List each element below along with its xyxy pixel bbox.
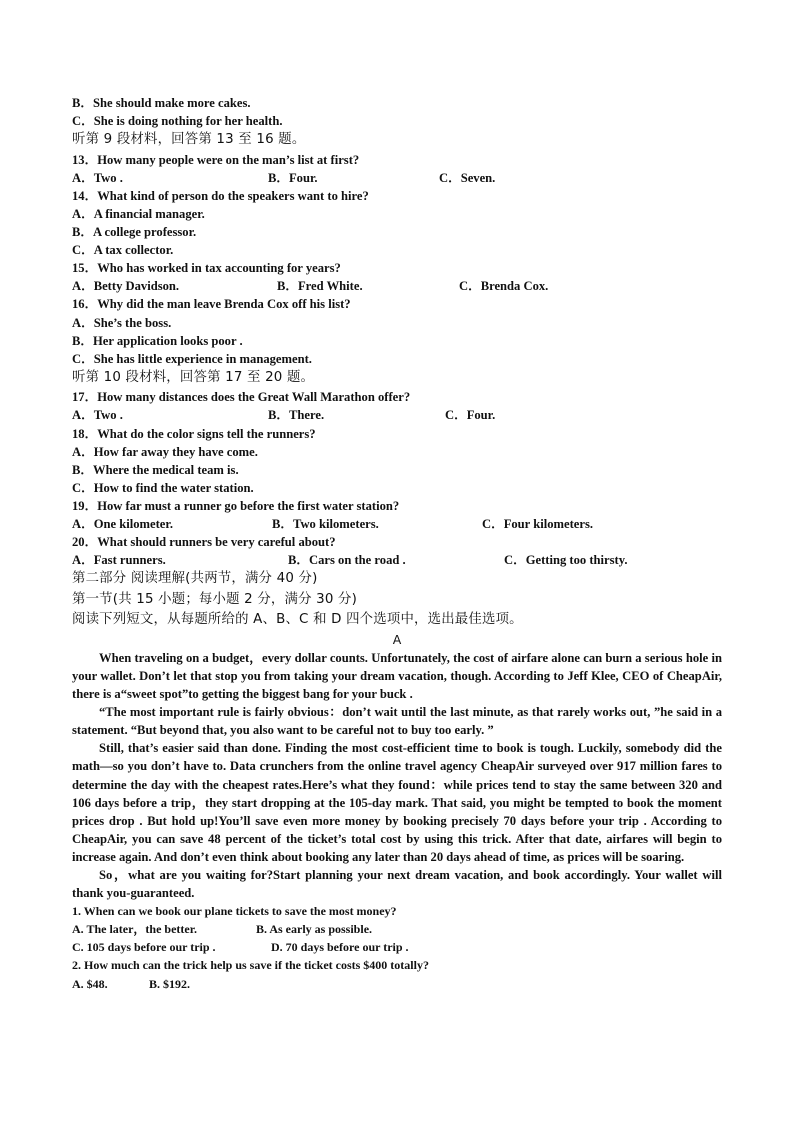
reading-instruction: 阅读下列短文，从每题所给的 A、B、C 和 D 四个选项中，选出最佳选项。	[72, 612, 523, 628]
option-d: D. 70 days before our trip .	[271, 940, 409, 955]
option-c: C．Four.	[445, 408, 496, 423]
option-line: C．She is doing nothing for her health.	[72, 114, 283, 129]
passage-paragraph-1: When traveling on a budget，every dollar counts. Unfortunately, the cost of airfare alone can burn a serious hole in your wallet. Don’t let that stop you from taking your dream vacation, though. According to Jeff Klee, CEO of CheapAir, there is a“sweet spot”to getting the biggest bang for your buck .	[72, 650, 722, 702]
reading-question-2: 2. How much can the trick help us save if the ticket costs $400 totally?	[72, 958, 429, 973]
question-13: 13．How many people were on the man’s list at first?	[72, 152, 360, 167]
exam-page	[72, 94, 722, 993]
question-15-options	[72, 277, 722, 295]
option-c: C．Getting too thirsty.	[504, 553, 628, 568]
question-19: 19．How far must a runner go before the first water station?	[72, 498, 400, 513]
section-instruction: 听第 9 段材料，回答第 13 至 16 题。	[72, 132, 306, 148]
passage-title: A	[392, 631, 402, 647]
part-heading: 第二部分 阅读理解(共两节，满分 40 分)	[72, 571, 318, 587]
option-a: A．Two .	[72, 170, 123, 185]
question-13-options	[72, 169, 722, 187]
question-17-options	[72, 406, 722, 424]
question-20-options	[72, 551, 722, 569]
option-a: A．One kilometer.	[72, 516, 173, 531]
option-c: C. 105 days before our trip .	[72, 940, 216, 955]
question-15: 15．Who has worked in tax accounting for years?	[72, 261, 341, 276]
option-b: B．Her application looks poor .	[72, 333, 243, 348]
question-20: 20．What should runners be very careful about?	[72, 535, 336, 550]
option-c: C．She has little experience in management.	[72, 351, 312, 366]
passage-paragraph-4: So，what are you waiting for?Start planning your next dream vacation, and book accordingly. Your wallet will thank you-guaranteed.	[72, 867, 722, 901]
option-c: C．A tax collector.	[72, 243, 174, 258]
reading-question-1-options-ab	[72, 920, 722, 938]
question-14: 14．What kind of person do the speakers want to hire?	[72, 188, 369, 203]
option-a: A．Fast runners.	[72, 553, 166, 568]
passage-paragraph-3: Still, that’s easier said than done. Finding the most cost-efficient time to book is tough. Luckily, somebody did the math—so you don’t have to. Data crunchers from the online travel agency CheapAir surveyed over 917 million fares to determine the day with the cheapest rates.Here’s what they found：while prices tend to stay the same between 320 and 106 days before a trip，they start dropping at the 105-day mark. That said, you might be tempted to book the moment prices drop . But hold up!You’ll save even more money by booking precisely 70 days before your trip . According to CheapAir, you can save 48 percent of the ticket’s total cost by using this trick. After that date, airfares will begin to increase again. And don’t even think about booking any later than 20 days ahead of time, as prices will be soaring.	[72, 741, 722, 864]
section-heading: 第一节(共 15 小题；每小题 2 分，满分 30 分)	[72, 591, 358, 607]
option-c: C．How to find the water station.	[72, 480, 254, 495]
option-a: A．Betty Davidson.	[72, 279, 180, 294]
option-b: B．Fred White.	[277, 279, 363, 294]
question-19-options	[72, 515, 722, 533]
question-18: 18．What do the color signs tell the runners?	[72, 426, 316, 441]
option-b: B．There.	[268, 408, 325, 423]
option-a: A．How far away they have come.	[72, 444, 258, 459]
section-instruction: 听第 10 段材料，回答第 17 至 20 题。	[72, 369, 315, 385]
reading-question-2-options	[72, 975, 722, 993]
option-b: B. $192.	[149, 976, 191, 991]
reading-question-1: 1. When can we book our plane tickets to save the most money?	[72, 904, 397, 919]
passage-paragraph-2: “The most important rule is fairly obvious：don’t wait until the last minute, as that rarely works out, ”he said in a statement. “But beyond that, you also want to be careful not to buy too early. ”	[72, 705, 722, 738]
option-c: C．Four kilometers.	[482, 516, 593, 531]
option-c: C．Brenda Cox.	[459, 279, 549, 294]
option-b: B. As early as possible.	[256, 922, 373, 937]
option-b: B．Cars on the road .	[288, 553, 406, 568]
option-a: A．She’s the boss.	[72, 315, 172, 330]
reading-question-1-options-cd	[72, 938, 722, 956]
option-a: A. The later，the better.	[72, 922, 197, 937]
question-17: 17．How many distances does the Great Wall Marathon offer?	[72, 390, 411, 405]
option-b: B．Four.	[268, 170, 318, 185]
question-16: 16．Why did the man leave Brenda Cox off his list?	[72, 297, 351, 312]
option-line: B．She should make more cakes.	[72, 96, 251, 110]
option-c: C．Seven.	[439, 170, 496, 185]
option-a: A．A financial manager.	[72, 206, 205, 221]
option-a: A. $48.	[72, 976, 108, 991]
option-b: B．Where the medical team is.	[72, 462, 239, 477]
option-b: B．Two kilometers.	[272, 516, 379, 531]
option-a: A．Two .	[72, 408, 123, 423]
option-b: B．A college professor.	[72, 225, 197, 240]
